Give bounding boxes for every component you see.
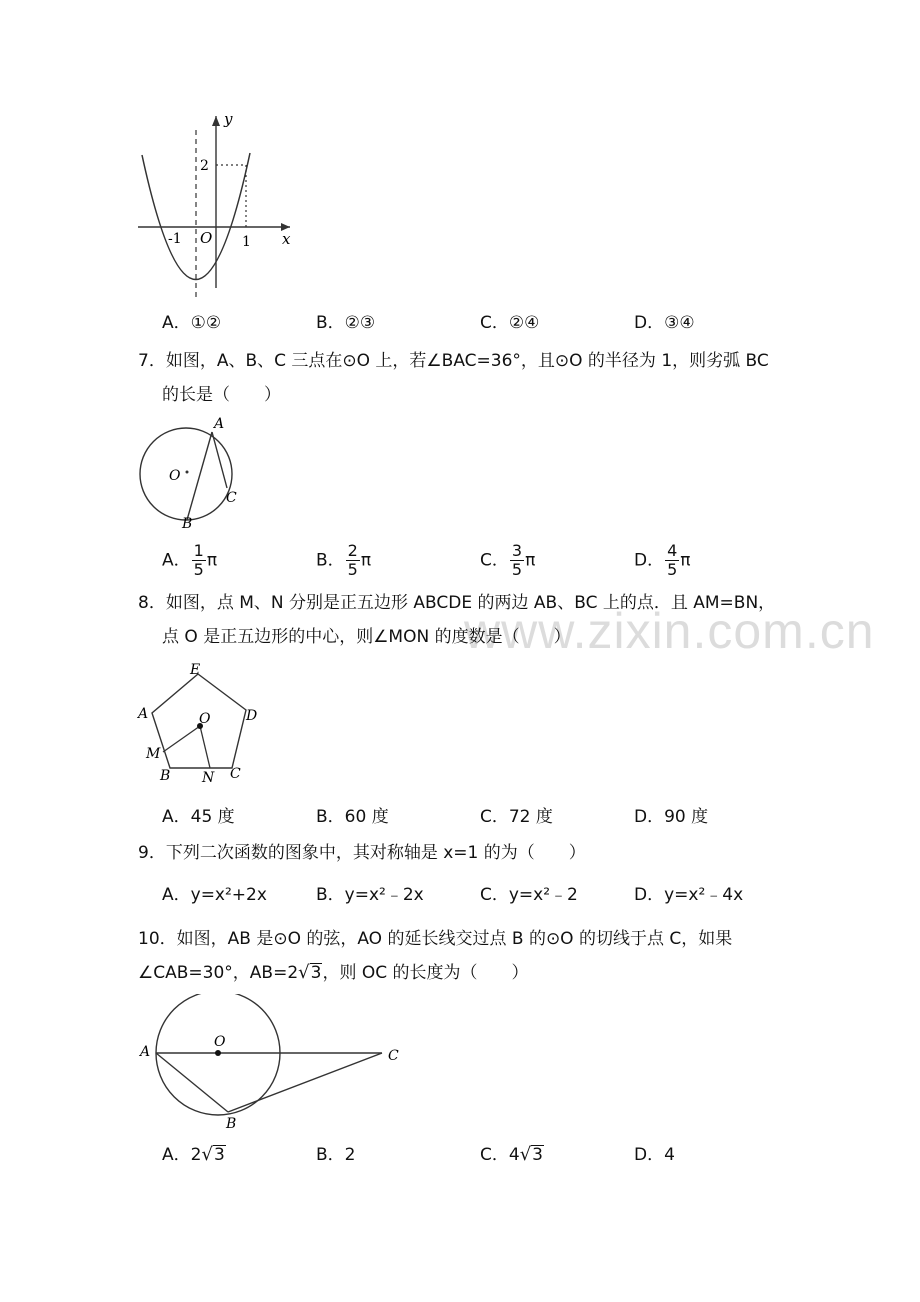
x-label: x — [282, 230, 291, 248]
q7-option-c: C． $\frac{3}{5}$ π — [480, 541, 536, 579]
q7-option-d: D． $\frac{4}{5}$ π — [634, 541, 691, 579]
label-o: O — [169, 468, 181, 484]
origin-label: O — [200, 229, 213, 247]
q6-option-d: D．③④ — [634, 313, 695, 333]
q6-option-a: A．①② — [162, 313, 222, 333]
label-b: B — [160, 768, 171, 784]
segment-om — [163, 726, 200, 752]
q8-option-d: D．90 度 — [634, 807, 709, 827]
q7-option-a: A． $\frac{1}{5}$ π — [162, 541, 218, 579]
y-axis-arrow — [212, 116, 220, 126]
q8-line1: 8．如图，点 M、N 分别是正五边形 ABCDE 的两边 AB、BC 上的点．且 AM=BN， — [138, 593, 776, 613]
q9-option-d: D．y=x²﹣4x — [634, 885, 744, 905]
q10-option-d: D．4 — [634, 1145, 675, 1165]
q10-option-a: A．2√3 — [162, 1144, 225, 1165]
q10-tangent-figure — [130, 994, 410, 1134]
tangent-bc — [228, 1053, 382, 1112]
q9-line1: 9．下列二次函数的图象中，其对称轴是 x=1 的为（ ） — [138, 843, 586, 863]
q10-line2: ∠CAB=30°，AB=2√3，则 OC 的长度为（ ） — [138, 962, 529, 983]
q6-option-b: B．②③ — [316, 313, 376, 333]
segment-on — [200, 726, 210, 768]
label-e: E — [190, 662, 201, 678]
label-m: M — [146, 746, 161, 762]
two-label: 2 — [200, 158, 209, 174]
label-a: A — [214, 416, 225, 432]
q6-option-c: C．②④ — [480, 313, 540, 333]
label-b: B — [182, 516, 193, 532]
watermark: www.zixin.com.cn — [464, 603, 875, 659]
label-o: O — [214, 1034, 226, 1050]
q7-circle-figure — [130, 412, 250, 534]
q8-option-b: B．60 度 — [316, 807, 389, 827]
label-a: A — [138, 706, 149, 722]
q8-option-a: A．45 度 — [162, 807, 235, 827]
label-c: C — [388, 1048, 399, 1064]
q9-option-a: A．y=x²+2x — [162, 885, 267, 905]
circle — [140, 428, 232, 520]
label-b: B — [226, 1116, 237, 1132]
label-d: D — [246, 708, 258, 724]
q10-option-b: B．2 — [316, 1145, 356, 1165]
chord-ab — [187, 432, 212, 520]
y-label: y — [224, 110, 233, 128]
one-label: 1 — [242, 234, 251, 250]
label-c: C — [230, 766, 241, 782]
chord-ab — [156, 1053, 228, 1112]
q7-line1: 7．如图，A、B、C 三点在⊙O 上，若∠BAC=36°，且⊙O 的半径为 1，则劣弧 BC — [138, 351, 769, 371]
q8-pentagon-figure — [130, 658, 270, 790]
q7-option-b: B． $\frac{2}{5}$ π — [316, 541, 372, 579]
q8-option-c: C．72 度 — [480, 807, 553, 827]
parabola-graph — [130, 110, 300, 310]
q9-option-b: B．y=x²﹣2x — [316, 885, 424, 905]
center-dot — [186, 471, 189, 474]
q9-option-c: C．y=x²﹣2 — [480, 885, 578, 905]
neg-one-label: -1 — [168, 231, 182, 247]
label-n: N — [202, 770, 215, 786]
q10-option-c: C．4√3 — [480, 1144, 543, 1165]
q7-line2: 的长是（ ） — [162, 385, 281, 405]
center-o-dot — [215, 1050, 221, 1056]
label-c: C — [226, 490, 237, 506]
chord-ac — [212, 432, 227, 488]
label-o: O — [199, 711, 211, 727]
q10-line1: 10．如图，AB 是⊙O 的弦，AO 的延长线交过点 B 的⊙O 的切线于点 C，如果 — [138, 929, 733, 949]
label-a: A — [140, 1044, 151, 1060]
q8-line2: 点 O 是正五边形的中心，则∠MON 的度数是（ ） — [162, 627, 571, 647]
